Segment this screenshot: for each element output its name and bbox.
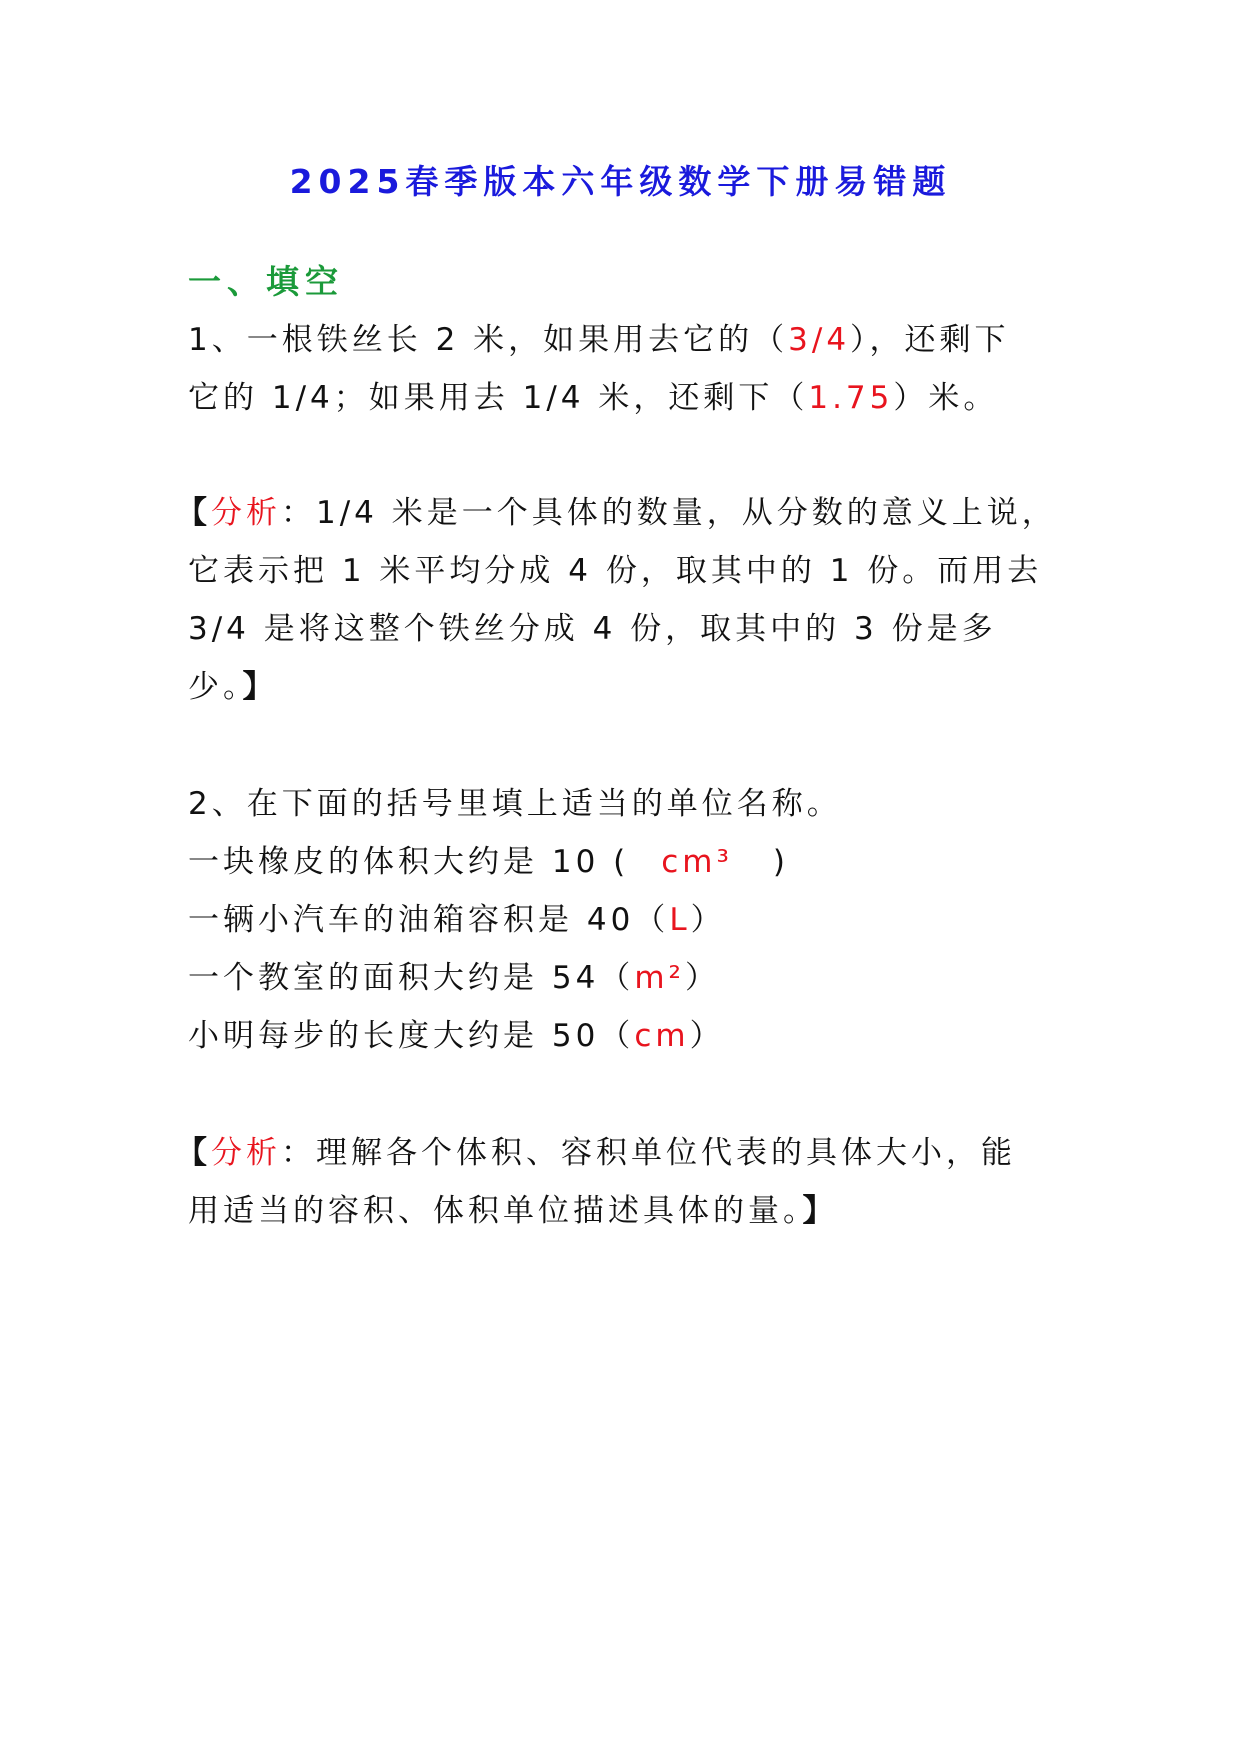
question-2-item-2: 一辆小汽车的油箱容积是 40（L） (188, 902, 726, 938)
analysis-2-line-2: 用适当的容积、体积单位描述具体的量。】 (188, 1193, 838, 1229)
analysis-label: 分析 (211, 495, 281, 531)
question-2-item-1: 一块橡皮的体积大约是 10 ( cm³ ) (188, 844, 790, 880)
analysis-1-line-4: 少。】 (188, 669, 278, 705)
answer-cm: cm (634, 1018, 690, 1054)
answer-1-75: 1.75 (808, 380, 894, 416)
document-title: 2025春季版本六年级数学下册易错题 (289, 162, 952, 201)
answer-m2: m² (634, 960, 685, 996)
analysis-1-line-1: 【分析：1/4 米是一个具体的数量，从分数的意义上说， (176, 495, 1057, 531)
answer-cm3: cm³ (661, 844, 733, 880)
question-2-item-4: 小明每步的长度大约是 50（cm） (188, 1018, 725, 1054)
question-2-prompt: 2、在下面的括号里填上适当的单位名称。 (188, 786, 842, 822)
question-1-line-2: 它的 1/4；如果用去 1/4 米，还剩下（1.75）米。 (188, 380, 999, 416)
analysis-2-line-1: 【分析：理解各个体积、容积单位代表的具体大小，能 (176, 1135, 1016, 1171)
analysis-1-line-2: 它表示把 1 米平均分成 4 份，取其中的 1 份。而用去 (188, 553, 1043, 589)
answer-l: L (669, 902, 691, 938)
answer-3-4: 3/4 (788, 322, 851, 358)
question-1-line-1: 1、一根铁丝长 2 米，如果用去它的（3/4），还剩下 (188, 322, 1010, 358)
question-2-item-3: 一个教室的面积大约是 54（m²） (188, 960, 720, 996)
analysis-1-line-3: 3/4 是将这整个铁丝分成 4 份，取其中的 3 份是多 (188, 611, 997, 647)
analysis-label: 分析 (211, 1135, 281, 1171)
section-heading: 一、填空 (188, 262, 344, 301)
